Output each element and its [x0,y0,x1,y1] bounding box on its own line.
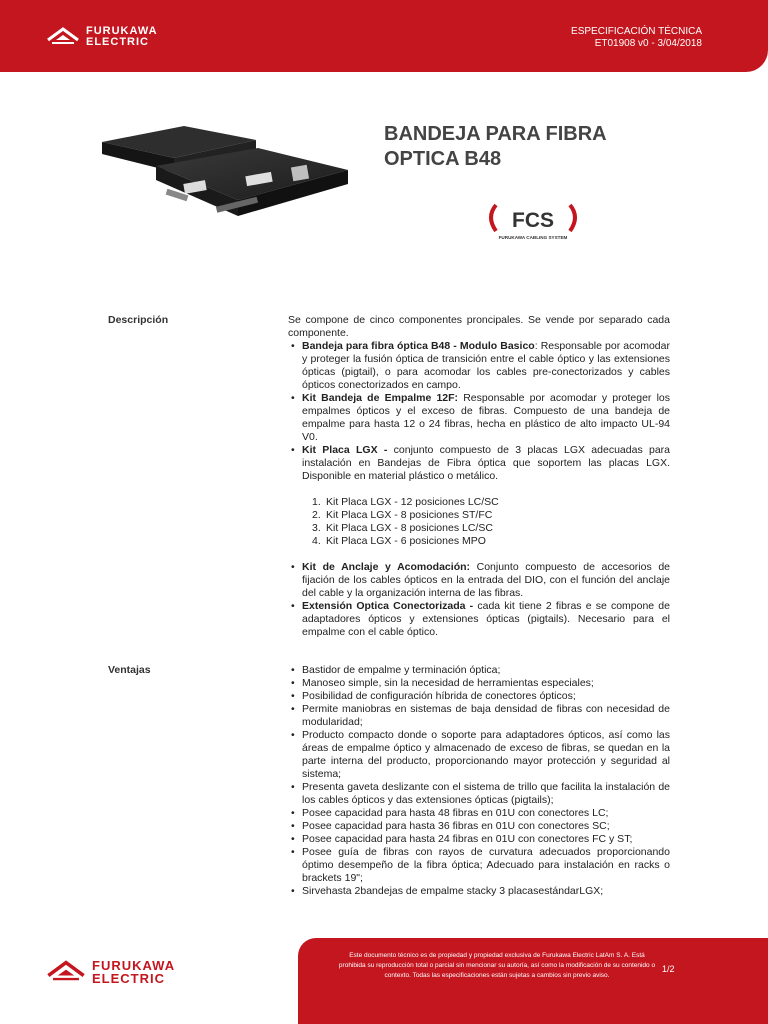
list-item: • Permite maniobras en sistemas de baja densidad de fibras con necesidad de modularidad; [288,703,670,729]
ventajas-content [288,664,670,898]
brand-line2: ELECTRIC [86,36,149,48]
list-item: • Bastidor de empalme y terminación óptica; [288,664,670,677]
furukawa-logo-icon [46,26,80,48]
furukawa-logo-icon [46,959,86,985]
title-line2: OPTICA B48 [384,148,502,170]
brand-line1: FURUKAWA [86,25,158,37]
fcs-text: FCS [512,209,554,232]
spec-title: ESPECIFICACIÓN TÉCNICA [571,26,702,37]
list-item: • Posee capacidad para hasta 48 fibras en 01U con conectores LC; [288,807,670,820]
document-title [384,122,684,172]
brand-line1: FURUKAWA [92,958,176,973]
ventajas-label: Ventajas [108,664,151,676]
spec-code: ET01908 v0 - 3/04/2018 [594,38,702,49]
list-item: • Extensión Optica Conectorizada - cada kit tiene 2 fibras e se compone de adaptadores ópticos y extensiones ópticas (pigtails). Necesario para el empalme con el cable óptico. [288,600,670,639]
brand-line2: ELECTRIC [92,971,165,986]
fcs-logo [486,203,580,243]
numbered-item: 4. Kit Placa LGX - 6 posiciones MPO [312,535,486,547]
list-item: • Posee guía de fibras con rayos de curvatura adecuados proporcionando óptimo desempeño de la fibra óptica; Adecuado para instalación en racks o brackets 19"; [288,846,670,885]
descripcion-intro: Se compone de cinco componentes proncipales. Se vende por separado cada componente. [288,314,670,339]
numbered-item: 3. Kit Placa LGX - 8 posiciones LC/SC [312,522,493,534]
bottom-logo [46,959,175,985]
list-item: • Kit de Anclaje y Acomodación: Conjunto compuesto de accesorios de fijación de los cables ópticos en la entrada del DIO, con el función del anclaje del cable y la organización interna de las fibras. [288,561,670,600]
list-item: • Posibilidad de configuración híbrida de conectores ópticos; [288,690,670,703]
fcs-subtitle: FURUKAWA CABLING SYSTEM [498,235,568,240]
descripcion-label: Descripción [108,314,169,326]
top-logo [46,26,158,48]
list-item: • Presenta gaveta deslizante con el sistema de trillo que facilita la instalación de los cables ópticos y das extensiones ópticas (pigtails); [288,781,670,807]
list-item: • Kit Placa LGX - conjunto compuesto de 3 placas LGX adecuadas para instalación en Bandejas de Fibra óptica que soportem las placas LGX. Disponible en material plástico o metálico. [288,444,670,483]
numbered-item: 2. Kit Placa LGX - 8 posiciones ST/FC [312,509,493,521]
footer-disclaimer: Este documento técnico es de propiedad y propiedad exclusiva de Furukawa Electric LatAm S. A. Está prohibida su reproducción total o parcial sin mencionar su autoría, así como la modificación de su contenido o contexto. Todas las especificaciones están sujetas a cambios sin previo aviso. [338,952,656,979]
list-item: • Producto compacto donde o soporte para adaptadores ópticos, así como las áreas de empalme óptico y almacenado de exceso de fibras, se quedan en la parte interna del producto, proporcionando mayor protección y seguridad al sistema; [288,729,670,781]
product-image [96,112,356,252]
page-number: 1/2 [662,964,675,974]
list-item: • Posee capacidad para hasta 24 fibras en 01U con conectores FC y ST; [288,833,670,846]
list-item: • Kit Bandeja de Empalme 12F: Responsable por acomodar y proteger los empalmes ópticos y el exceso de fibras. Compuesto de una bandeja de empalme para hasta 12 o 24 fibras, hecha en plástico de alto impacto UL-94 V0. [288,392,670,444]
list-item: • Manoseo simple, sin la necesidad de herramientas especiales; [288,677,670,690]
list-item: • Bandeja para fibra óptica B48 - Modulo Basico: Responsable por acomodar y proteger la fusión óptica de transición entre el cable óptico y las extensiones ópticas (pigtail), o para acomodar los cables pre-conectorizados y cables ópticos conectorizados en campo. [288,340,670,392]
numbered-item: 1. Kit Placa LGX - 12 posiciones LC/SC [312,496,499,508]
descripcion-content [288,314,670,639]
title-line1: BANDEJA PARA FIBRA [384,123,607,145]
list-item: • Posee capacidad para hasta 36 fibras en 01U con conectores SC; [288,820,670,833]
spec-info [571,26,702,50]
list-item: • Sirvehasta 2bandejas de empalme stacky 3 placasestándarLGX; [288,885,670,898]
